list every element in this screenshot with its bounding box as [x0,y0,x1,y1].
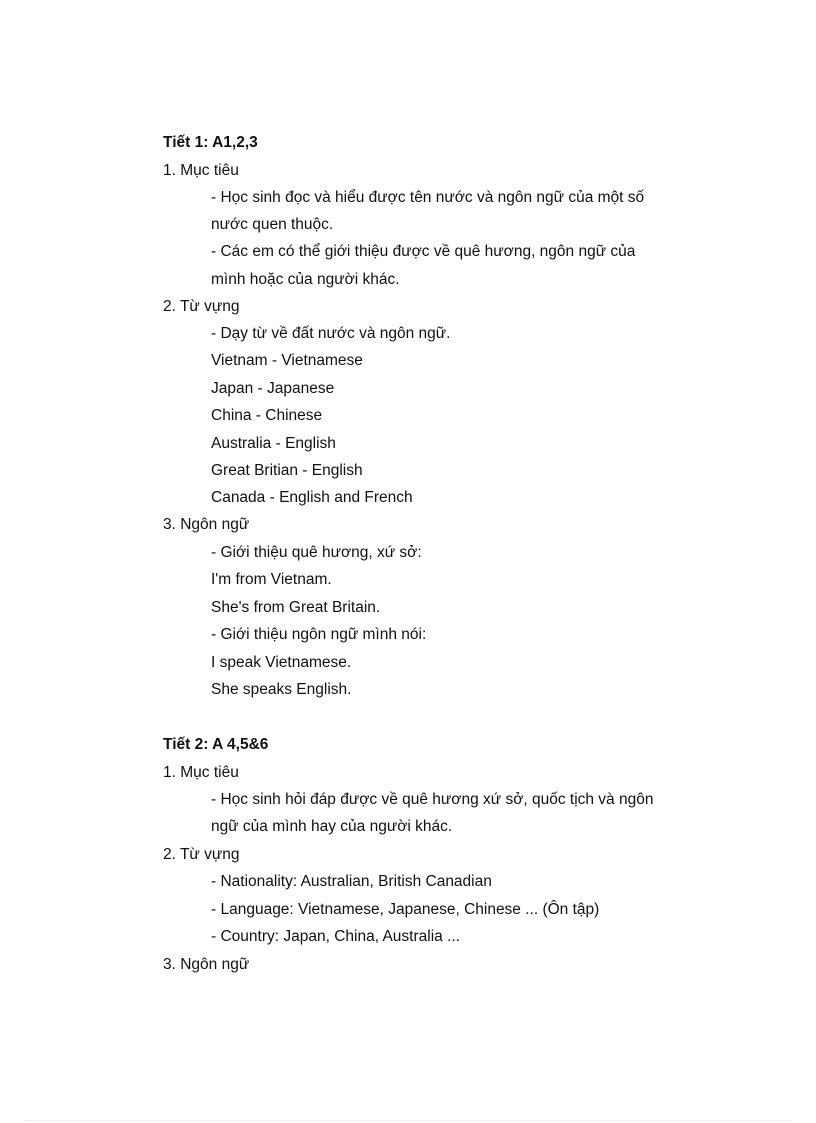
vocab-line: - Nationality: Australian, British Canadian [211,873,492,890]
lesson1-vocabulary-heading: 2. Từ vựng [163,298,240,315]
language-line: I'm from Vietnam. [211,571,332,588]
lesson1-vocabulary-intro: - Dạy từ về đất nước và ngôn ngữ. [211,325,451,342]
lesson2-objectives-line-2: ngữ của mình hay của người khác. [211,818,453,835]
vocab-line: - Language: Vietnamese, Japanese, Chinese ... (Ôn tập) [211,901,600,918]
lesson1-objectives-line-1: - Học sinh đọc và hiểu được tên nước và ngôn ngữ của một số [211,189,645,206]
lesson2-language-heading: 3. Ngôn ngữ [163,956,250,973]
vocab-item: Japan - Japanese [211,380,335,397]
lesson1-objectives-line-3: - Các em có thể giới thiệu được về quê hương, ngôn ngữ của [211,243,636,260]
lesson2-objectives-line-1: - Học sinh hỏi đáp được về quê hương xứ sở, quốc tịch và ngôn [211,791,654,808]
lesson2-title: Tiết 2: A 4,5&6 [163,736,269,753]
lesson1-objectives-line-4: mình hoặc của người khác. [211,271,400,288]
language-line: She's from Great Britain. [211,599,381,616]
lesson1-objectives-heading: 1. Mục tiêu [163,162,239,179]
vocab-item: Great Britian - English [211,462,363,479]
vocab-item: Australia - English [211,435,336,452]
language-line: I speak Vietnamese. [211,654,352,671]
lesson1-title: Tiết 1: A1,2,3 [163,134,258,151]
lesson1-objectives-line-2: nước quen thuộc. [211,216,334,233]
lesson2-vocabulary-heading: 2. Từ vựng [163,846,240,863]
vocab-item: Canada - English and French [211,489,413,506]
language-line: - Giới thiệu ngôn ngữ mình nói: [211,626,427,643]
lesson1-language-heading: 3. Ngôn ngữ [163,516,250,533]
vocab-item: Vietnam - Vietnamese [211,352,363,369]
vocab-item: China - Chinese [211,407,323,424]
language-line: She speaks English. [211,681,352,698]
page-bottom-divider [24,1120,792,1121]
language-line: - Giới thiệu quê hương, xứ sở: [211,544,422,561]
lesson2-objectives-heading: 1. Mục tiêu [163,764,239,781]
vocab-line: - Country: Japan, China, Australia ... [211,928,460,945]
